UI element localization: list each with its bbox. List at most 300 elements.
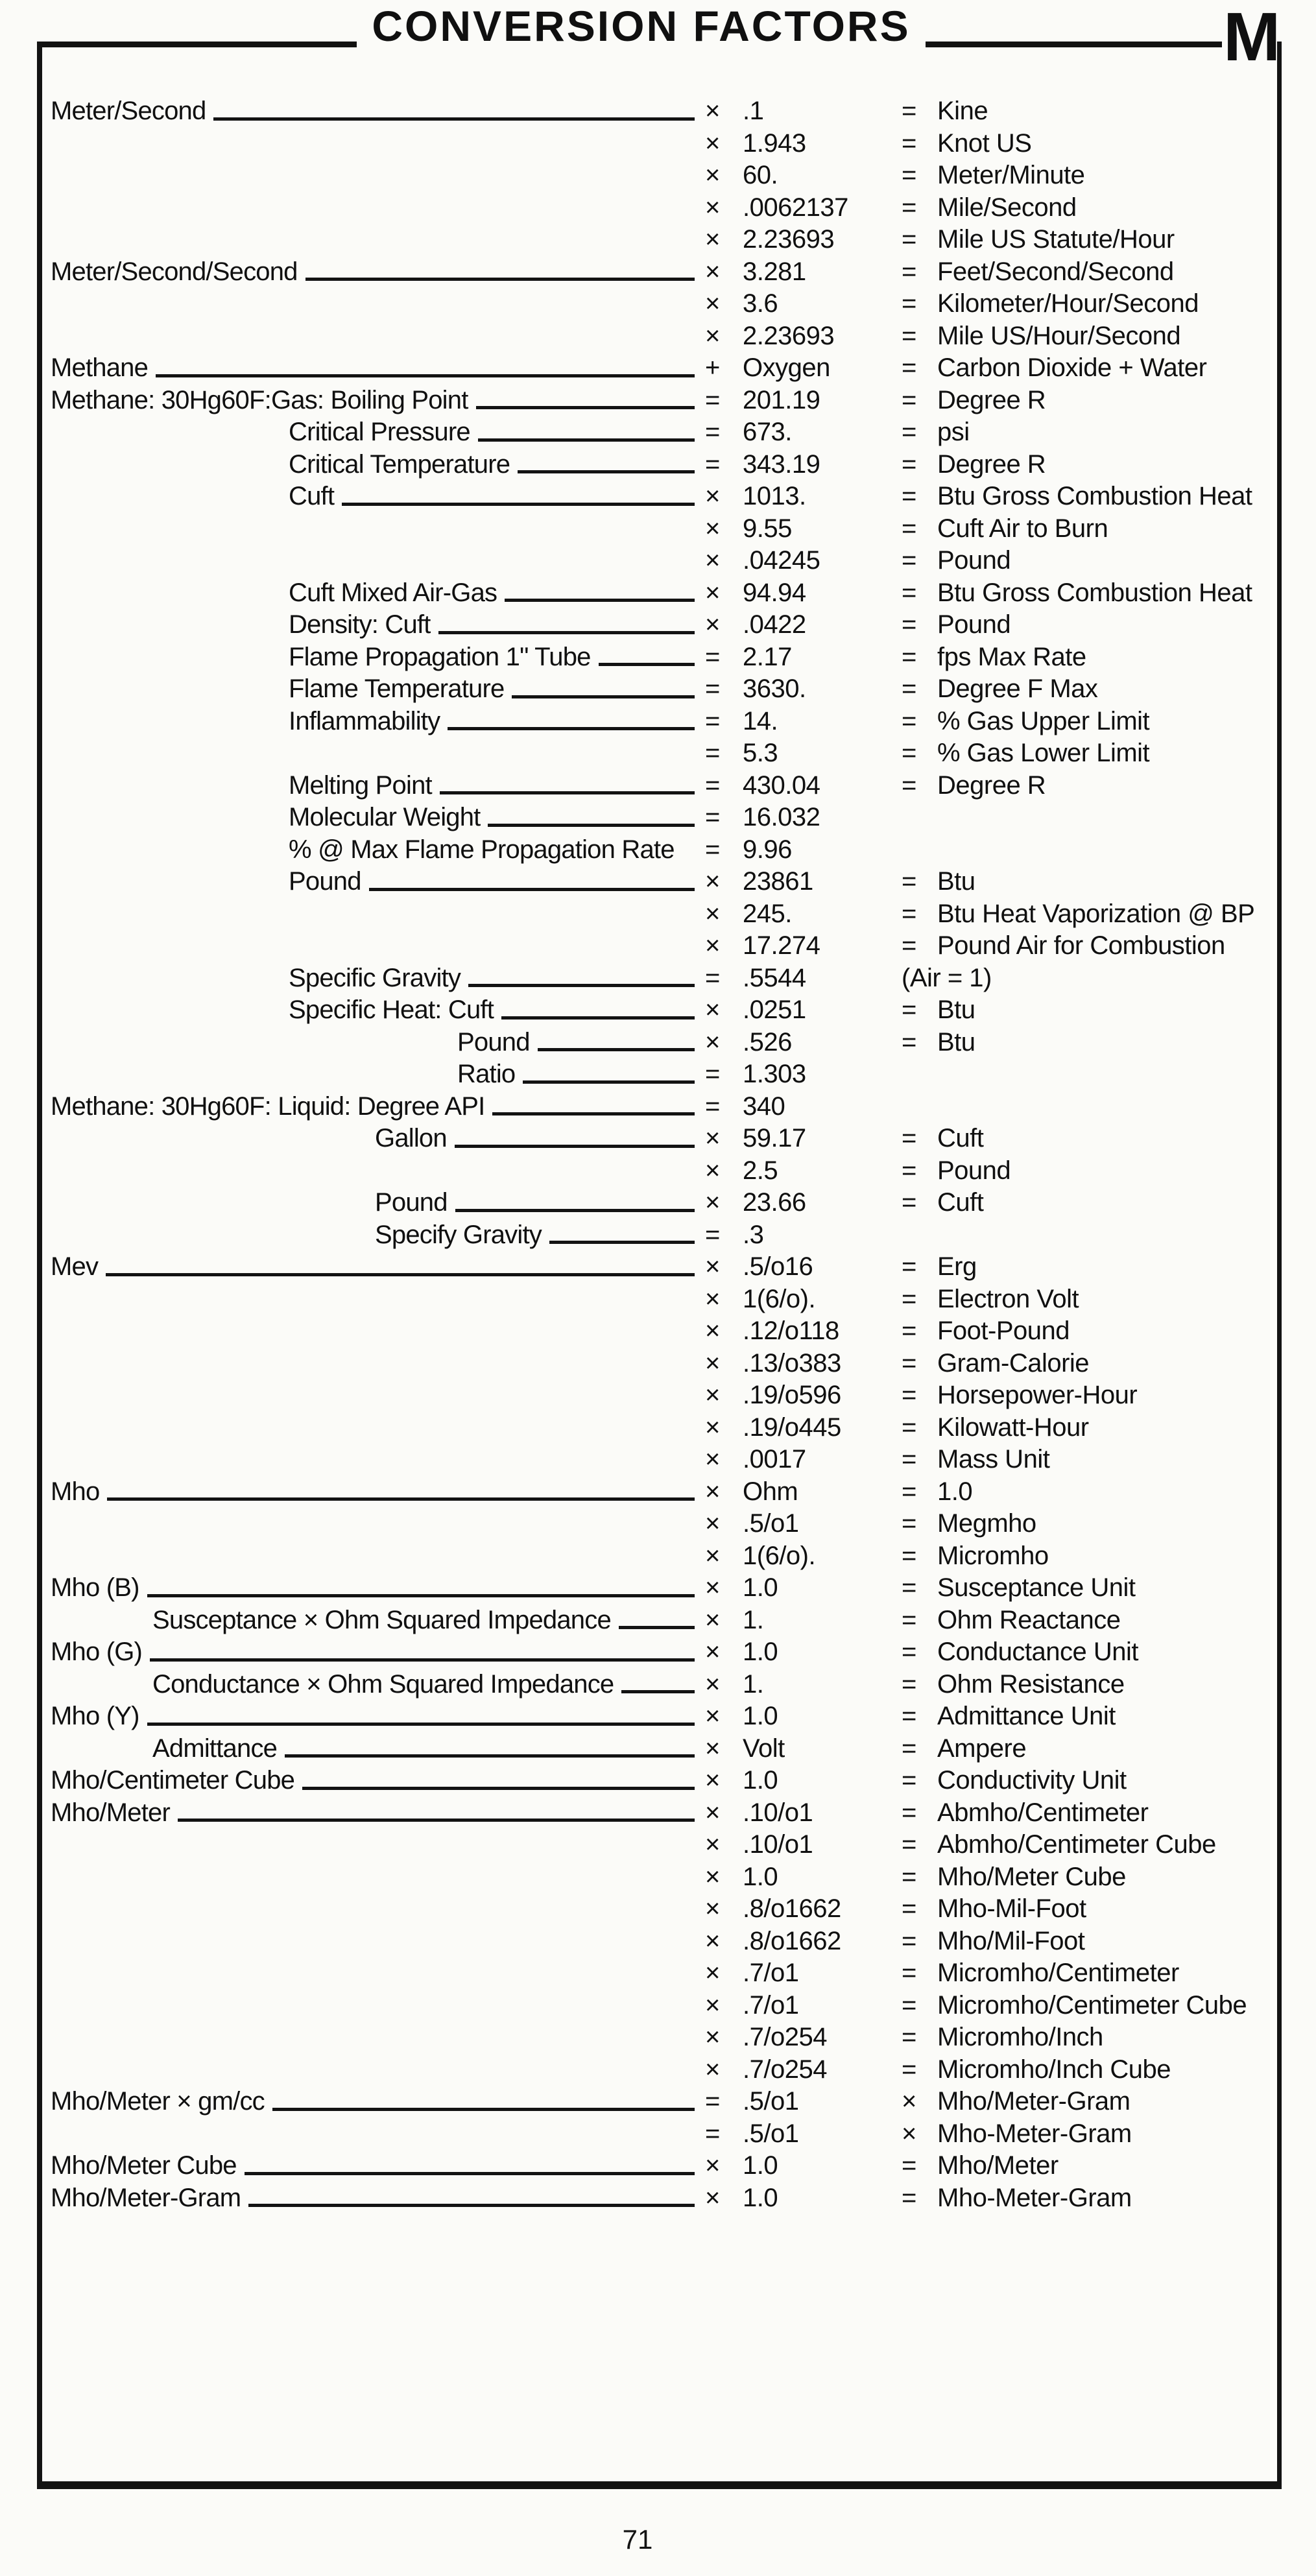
result-operator: = bbox=[902, 482, 917, 510]
factor-value: .3 bbox=[743, 1220, 764, 1249]
result-operator: = bbox=[902, 1605, 917, 1634]
factor-value: 2.23693 bbox=[743, 321, 835, 350]
result-operator: = bbox=[902, 1124, 917, 1152]
factor-value: 3630. bbox=[743, 674, 806, 703]
leader-line bbox=[518, 470, 695, 473]
result-unit: Micromho/Inch Cube bbox=[937, 2055, 1171, 2084]
factor-value: .5/o1 bbox=[743, 2087, 799, 2116]
result-operator: = bbox=[902, 1381, 917, 1409]
result-unit: Mile US Statute/Hour bbox=[937, 225, 1175, 254]
row-label: Density: Cuft bbox=[289, 610, 431, 639]
factor-operator: × bbox=[705, 1926, 721, 1955]
factor-operator: × bbox=[705, 482, 721, 510]
result-unit: Conductivity Unit bbox=[937, 1766, 1127, 1795]
leader-line bbox=[492, 1112, 695, 1115]
leader-line bbox=[448, 727, 695, 730]
leader-line bbox=[549, 1241, 695, 1244]
factor-value: .12/o118 bbox=[743, 1317, 839, 1345]
result-operator: = bbox=[902, 1669, 917, 1699]
factor-value: 2.17 bbox=[743, 642, 792, 671]
row-label-group bbox=[51, 1636, 697, 1669]
result-unit: Btu bbox=[937, 996, 975, 1024]
row-label: Gallon bbox=[375, 1124, 447, 1152]
result-operator: = bbox=[902, 739, 917, 767]
row-label-group bbox=[289, 962, 697, 995]
factor-value: .04245 bbox=[743, 546, 820, 575]
row-label: Ratio bbox=[457, 1060, 516, 1088]
result-unit: Meter/Minute bbox=[937, 161, 1085, 189]
result-operator: = bbox=[902, 1990, 917, 2020]
factor-operator: × bbox=[705, 578, 721, 607]
factor-value: .19/o596 bbox=[743, 1381, 841, 1409]
row-label: Mho/Meter × gm/cc bbox=[51, 2087, 265, 2116]
table-row bbox=[0, 1379, 1316, 1412]
table-row bbox=[0, 1829, 1316, 1861]
row-label: Mho/Centimeter Cube bbox=[51, 1766, 295, 1795]
table-row bbox=[0, 1990, 1316, 2022]
factor-operator: × bbox=[705, 1798, 721, 1827]
result-unit: Mho-Mil-Foot bbox=[937, 1894, 1086, 1923]
factor-value: 430.04 bbox=[743, 770, 820, 800]
factor-value: 14. bbox=[743, 706, 778, 735]
row-label-group bbox=[289, 449, 697, 481]
factor-operator: = bbox=[705, 2119, 721, 2148]
result-unit: Degree R bbox=[937, 770, 1046, 800]
table-row bbox=[0, 481, 1316, 513]
factor-value: 1. bbox=[743, 1669, 764, 1699]
factor-value: 9.55 bbox=[743, 514, 792, 543]
row-label: Mho/Meter Cube bbox=[51, 2151, 237, 2180]
table-row bbox=[0, 898, 1316, 931]
table-row bbox=[0, 577, 1316, 610]
result-operator: = bbox=[902, 514, 917, 543]
table-row bbox=[0, 320, 1316, 353]
result-unit: Ohm Resistance bbox=[937, 1669, 1125, 1699]
row-label: Methane: 30Hg60F: Liquid: Degree API bbox=[51, 1091, 485, 1121]
row-label-group bbox=[289, 673, 697, 706]
factor-operator: × bbox=[705, 1990, 721, 2020]
factor-operator: × bbox=[705, 899, 721, 928]
table-row bbox=[0, 256, 1316, 289]
leader-line bbox=[156, 374, 695, 377]
factor-operator: × bbox=[705, 1477, 721, 1506]
result-operator: = bbox=[902, 1894, 917, 1923]
result-unit: Micromho/Centimeter Cube bbox=[937, 1990, 1247, 2020]
result-operator: = bbox=[902, 1027, 917, 1056]
row-label-group bbox=[375, 1187, 697, 1219]
result-operator: = bbox=[902, 1413, 917, 1442]
table-row bbox=[0, 2054, 1316, 2086]
row-label: Susceptance × Ohm Squared Impedance bbox=[152, 1605, 611, 1634]
row-label-group bbox=[51, 2182, 697, 2215]
result-operator: = bbox=[902, 996, 917, 1024]
factor-operator: = bbox=[705, 674, 721, 703]
row-label: % @ Max Flame Propagation Rate bbox=[289, 835, 675, 864]
result-operator: = bbox=[902, 2023, 917, 2051]
factor-operator: × bbox=[705, 1573, 721, 1602]
factor-operator: × bbox=[705, 97, 721, 125]
table-row bbox=[0, 1540, 1316, 1573]
result-unit: Pound bbox=[937, 610, 1011, 639]
factor-value: .0422 bbox=[743, 610, 806, 639]
result-operator: = bbox=[902, 97, 917, 125]
row-label-group bbox=[51, 95, 697, 128]
table-row bbox=[0, 1027, 1316, 1059]
factor-value: 17.274 bbox=[743, 931, 820, 960]
result-unit: Micromho/Centimeter bbox=[937, 1959, 1179, 1987]
leader-line bbox=[505, 599, 695, 602]
result-unit: Gram-Calorie bbox=[937, 1348, 1090, 1377]
factor-operator: = bbox=[705, 803, 721, 831]
factor-operator: × bbox=[705, 514, 721, 543]
row-label: Flame Propagation 1" Tube bbox=[289, 642, 591, 671]
table-row bbox=[0, 802, 1316, 834]
factor-operator: × bbox=[705, 1959, 721, 1987]
page-title: CONVERSION FACTORS bbox=[372, 2, 911, 50]
factor-operator: = bbox=[705, 642, 721, 671]
factor-value: 60. bbox=[743, 161, 778, 189]
table-row bbox=[0, 449, 1316, 481]
factor-operator: × bbox=[705, 1445, 721, 1473]
leader-line bbox=[302, 1787, 695, 1790]
row-label: Mho bbox=[51, 1477, 100, 1506]
result-unit: Susceptance Unit bbox=[937, 1573, 1136, 1602]
factor-operator: × bbox=[705, 1702, 721, 1730]
table-row bbox=[0, 1797, 1316, 1830]
row-label-group bbox=[51, 1251, 697, 1283]
factor-value: .8/o1662 bbox=[743, 1926, 841, 1955]
table-row bbox=[0, 1091, 1316, 1123]
row-label-group bbox=[289, 834, 697, 866]
factor-operator: = bbox=[705, 418, 721, 446]
result-unit: Cuft Air to Burn bbox=[937, 514, 1108, 543]
result-operator: = bbox=[902, 1284, 917, 1313]
table-row bbox=[0, 2118, 1316, 2151]
result-unit: fps Max Rate bbox=[937, 642, 1086, 671]
result-operator: = bbox=[902, 1798, 917, 1827]
leader-line bbox=[619, 1626, 695, 1629]
row-label: Cuft Mixed Air-Gas bbox=[289, 578, 497, 607]
row-label: Pound bbox=[289, 867, 361, 896]
row-label-group bbox=[289, 770, 697, 802]
row-label: Pound bbox=[375, 1188, 448, 1217]
factor-value: .10/o1 bbox=[743, 1798, 813, 1827]
leader-line bbox=[621, 1690, 695, 1693]
result-unit: Degree F Max bbox=[937, 674, 1098, 703]
factor-operator: × bbox=[705, 1284, 721, 1313]
result-unit: Mile/Second bbox=[937, 193, 1077, 222]
factor-value: 23861 bbox=[743, 867, 813, 896]
factor-value: 1.0 bbox=[743, 1766, 778, 1795]
factor-value: 1(6/o). bbox=[743, 1541, 816, 1570]
table-row bbox=[0, 1572, 1316, 1604]
table-row bbox=[0, 192, 1316, 224]
row-label: Admittance bbox=[152, 1734, 278, 1763]
row-label-group bbox=[289, 416, 697, 449]
table-row bbox=[0, 95, 1316, 128]
result-unit: Conductance Unit bbox=[937, 1638, 1138, 1666]
table-row bbox=[0, 770, 1316, 802]
row-label: Mho (B) bbox=[51, 1573, 139, 1602]
result-operator: = bbox=[902, 257, 917, 286]
result-operator: = bbox=[902, 931, 917, 960]
table-row bbox=[0, 1476, 1316, 1509]
factor-operator: × bbox=[705, 128, 721, 158]
table-row bbox=[0, 288, 1316, 320]
table-row bbox=[0, 352, 1316, 385]
factor-value: Oxygen bbox=[743, 353, 830, 382]
table-row bbox=[0, 128, 1316, 160]
result-unit: Electron Volt bbox=[937, 1284, 1079, 1313]
table-row bbox=[0, 1957, 1316, 1990]
result-operator: = bbox=[902, 225, 917, 254]
factor-operator: × bbox=[705, 2055, 721, 2084]
factor-operator: × bbox=[705, 1830, 721, 1859]
factor-value: 5.3 bbox=[743, 739, 778, 767]
leader-line bbox=[245, 2172, 695, 2175]
result-note: (Air = 1) bbox=[902, 963, 992, 992]
leader-line bbox=[178, 1819, 695, 1822]
factor-value: .5/o16 bbox=[743, 1252, 813, 1281]
table-row bbox=[0, 609, 1316, 641]
factor-operator: × bbox=[705, 321, 721, 350]
row-label-group bbox=[289, 994, 697, 1027]
factor-operator: + bbox=[705, 353, 721, 382]
result-unit: Mho/Mil-Foot bbox=[937, 1926, 1085, 1955]
result-operator: × bbox=[902, 2087, 917, 2116]
result-unit: Cuft bbox=[937, 1124, 984, 1152]
factor-operator: × bbox=[705, 2183, 721, 2212]
factor-operator: × bbox=[705, 1766, 721, 1795]
table-row bbox=[0, 1412, 1316, 1444]
leader-line bbox=[285, 1754, 695, 1758]
factor-value: .1 bbox=[743, 97, 764, 125]
result-unit: Admittance Unit bbox=[937, 1702, 1116, 1730]
row-label-group bbox=[152, 1604, 697, 1637]
factor-value: .5/o1 bbox=[743, 2119, 799, 2148]
row-label: Molecular Weight bbox=[289, 803, 481, 831]
row-label: Melting Point bbox=[289, 770, 432, 800]
result-unit: % Gas Lower Limit bbox=[937, 739, 1150, 767]
factor-value: 1.943 bbox=[743, 128, 806, 158]
result-unit: 1.0 bbox=[937, 1477, 973, 1506]
table-row bbox=[0, 224, 1316, 256]
factor-value: 9.96 bbox=[743, 835, 792, 864]
row-label: Flame Temperature bbox=[289, 674, 505, 703]
result-unit: Kilometer/Hour/Second bbox=[937, 289, 1199, 318]
factor-value: 3.6 bbox=[743, 289, 778, 318]
result-unit: Btu bbox=[937, 1027, 975, 1056]
table-row bbox=[0, 641, 1316, 674]
table-row bbox=[0, 866, 1316, 898]
table-row bbox=[0, 1444, 1316, 1476]
result-unit: Cuft bbox=[937, 1188, 984, 1217]
factor-operator: × bbox=[705, 996, 721, 1024]
result-unit: Mho/Meter-Gram bbox=[937, 2087, 1131, 2116]
leader-line bbox=[455, 1209, 695, 1212]
row-label-group bbox=[51, 256, 697, 289]
conversion-table bbox=[0, 95, 1316, 2214]
factor-operator: × bbox=[705, 161, 721, 189]
row-label: Specific Heat: Cuft bbox=[289, 996, 494, 1024]
result-operator: = bbox=[902, 1573, 917, 1602]
result-unit: Btu Gross Combustion Heat bbox=[937, 578, 1252, 607]
leader-line bbox=[455, 1145, 695, 1148]
row-label-group bbox=[51, 385, 697, 417]
table-row bbox=[0, 834, 1316, 866]
factor-operator: × bbox=[705, 1188, 721, 1217]
result-operator: = bbox=[902, 1766, 917, 1795]
table-row bbox=[0, 994, 1316, 1027]
table-row bbox=[0, 1733, 1316, 1765]
factor-value: .7/o1 bbox=[743, 1959, 799, 1987]
factor-operator: × bbox=[705, 2151, 721, 2180]
row-label: Conductance × Ohm Squared Impedance bbox=[152, 1669, 614, 1699]
factor-operator: × bbox=[705, 1124, 721, 1152]
table-row bbox=[0, 2086, 1316, 2118]
factor-operator: = bbox=[705, 385, 721, 414]
result-operator: = bbox=[902, 1188, 917, 1217]
leader-line bbox=[478, 438, 695, 442]
table-row bbox=[0, 160, 1316, 192]
row-label-group bbox=[51, 1091, 697, 1123]
factor-operator: × bbox=[705, 1734, 721, 1763]
result-unit: Btu Heat Vaporization @ BP bbox=[937, 899, 1255, 928]
factor-value: 16.032 bbox=[743, 803, 820, 831]
factor-operator: × bbox=[705, 1156, 721, 1185]
factor-operator: = bbox=[705, 770, 721, 800]
leader-line bbox=[440, 791, 695, 794]
factor-value: .0062137 bbox=[743, 193, 848, 222]
leader-line bbox=[488, 824, 695, 827]
factor-operator: = bbox=[705, 963, 721, 992]
table-row bbox=[0, 1604, 1316, 1637]
factor-value: 1.303 bbox=[743, 1060, 806, 1088]
result-unit: Btu bbox=[937, 867, 975, 896]
table-row bbox=[0, 416, 1316, 449]
table-row bbox=[0, 1155, 1316, 1187]
factor-value: 340 bbox=[743, 1091, 785, 1121]
result-operator: = bbox=[902, 289, 917, 318]
row-label: Methane: 30Hg60F:Gas: Boiling Point bbox=[51, 385, 468, 414]
factor-operator: × bbox=[705, 1381, 721, 1409]
result-operator: = bbox=[902, 674, 917, 703]
result-unit: Knot US bbox=[937, 128, 1032, 158]
factor-value: 1. bbox=[743, 1605, 764, 1634]
result-unit: Micromho/Inch bbox=[937, 2023, 1103, 2051]
result-operator: × bbox=[902, 2119, 917, 2148]
table-row bbox=[0, 2150, 1316, 2182]
row-label-group bbox=[289, 802, 697, 834]
row-label-group bbox=[51, 352, 697, 385]
factor-operator: × bbox=[705, 1541, 721, 1570]
result-operator: = bbox=[902, 1252, 917, 1281]
leader-line bbox=[147, 1594, 695, 1597]
factor-operator: × bbox=[705, 1413, 721, 1442]
result-operator: = bbox=[902, 193, 917, 222]
result-unit: Foot-Pound bbox=[937, 1317, 1070, 1345]
row-label-group bbox=[289, 609, 697, 641]
factor-operator: = bbox=[705, 1220, 721, 1249]
row-label-group bbox=[289, 641, 697, 674]
result-unit: Pound bbox=[937, 1156, 1011, 1185]
factor-operator: × bbox=[705, 257, 721, 286]
row-label-group bbox=[51, 1476, 697, 1509]
result-unit: Erg bbox=[937, 1252, 977, 1281]
result-unit: Ohm Reactance bbox=[937, 1605, 1121, 1634]
table-row bbox=[0, 1926, 1316, 1958]
leader-line bbox=[369, 888, 695, 891]
leader-line bbox=[106, 1273, 695, 1276]
row-label-group bbox=[457, 1058, 697, 1091]
table-row bbox=[0, 1669, 1316, 1701]
result-operator: = bbox=[902, 899, 917, 928]
result-operator: = bbox=[902, 128, 917, 158]
row-label: Inflammability bbox=[289, 706, 440, 735]
factor-value: .10/o1 bbox=[743, 1830, 813, 1859]
result-unit: Kilowatt-Hour bbox=[937, 1413, 1089, 1442]
factor-operator: = bbox=[705, 1091, 721, 1121]
factor-value: Ohm bbox=[743, 1477, 798, 1506]
result-unit: Pound bbox=[937, 546, 1011, 575]
leader-line bbox=[248, 2204, 695, 2207]
row-label-group bbox=[51, 1700, 697, 1733]
factor-operator: × bbox=[705, 225, 721, 254]
table-row bbox=[0, 962, 1316, 995]
factor-value: 2.23693 bbox=[743, 225, 835, 254]
table-row bbox=[0, 673, 1316, 706]
leader-line bbox=[342, 503, 695, 506]
result-operator: = bbox=[902, 1348, 917, 1377]
factor-value: .5544 bbox=[743, 963, 806, 992]
result-operator: = bbox=[902, 706, 917, 735]
factor-operator: × bbox=[705, 867, 721, 896]
factor-operator: × bbox=[705, 2023, 721, 2051]
row-label: Pound bbox=[457, 1027, 530, 1056]
factor-operator: = bbox=[705, 2087, 721, 2116]
result-unit: Micromho bbox=[937, 1541, 1049, 1570]
leader-line bbox=[305, 278, 695, 281]
table-row bbox=[0, 513, 1316, 545]
result-operator: = bbox=[902, 1317, 917, 1345]
table-row bbox=[0, 706, 1316, 738]
leader-line bbox=[107, 1497, 695, 1501]
table-row bbox=[0, 737, 1316, 770]
row-label: Methane bbox=[51, 353, 149, 382]
leader-line bbox=[476, 406, 695, 409]
factor-value: 59.17 bbox=[743, 1124, 806, 1152]
result-unit: Mho/Meter Cube bbox=[937, 1862, 1126, 1891]
factor-value: 1.0 bbox=[743, 2183, 778, 2212]
factor-operator: × bbox=[705, 193, 721, 222]
factor-operator: × bbox=[705, 546, 721, 575]
row-label-group bbox=[152, 1733, 697, 1765]
result-unit: Abmho/Centimeter Cube bbox=[937, 1830, 1216, 1859]
row-label-group bbox=[51, 2086, 697, 2118]
factor-value: 3.281 bbox=[743, 257, 806, 286]
result-operator: = bbox=[902, 1959, 917, 1987]
table-row bbox=[0, 1219, 1316, 1252]
factor-operator: × bbox=[705, 1862, 721, 1891]
result-unit: Mho-Meter-Gram bbox=[937, 2119, 1132, 2148]
result-operator: = bbox=[902, 321, 917, 350]
row-label-group bbox=[289, 481, 697, 513]
row-label: Mho/Meter-Gram bbox=[51, 2183, 241, 2212]
factor-value: 94.94 bbox=[743, 578, 806, 607]
result-unit: Mho/Meter bbox=[937, 2151, 1059, 2180]
result-operator: = bbox=[902, 2183, 917, 2212]
result-unit: Mile US/Hour/Second bbox=[937, 321, 1181, 350]
